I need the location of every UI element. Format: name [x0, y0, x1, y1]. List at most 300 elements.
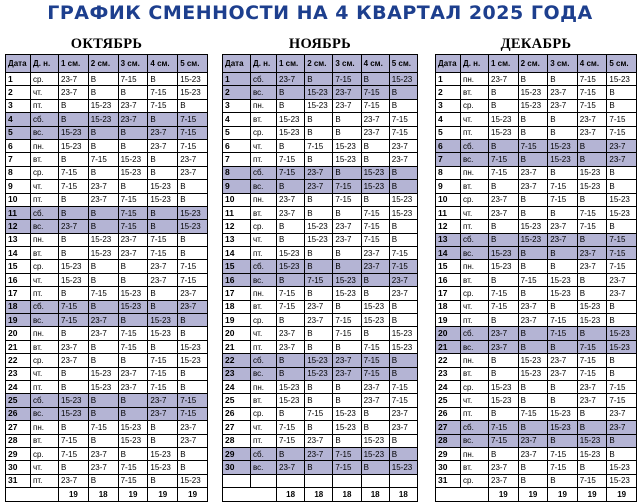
shift-cell: В — [548, 73, 578, 86]
shift-cell: 15-23 — [548, 153, 578, 166]
shift-cell: В — [277, 354, 305, 367]
shift-cell: 7-15 — [118, 461, 148, 474]
shift-cell: В — [88, 407, 118, 420]
weekday-cell: вс. — [251, 180, 277, 193]
date-cell: 15 — [436, 260, 461, 273]
shift-cell: 15-23 — [607, 461, 637, 474]
shift-cell: В — [548, 126, 578, 139]
weekday-cell: чт. — [31, 367, 59, 380]
shift-cell: В — [489, 354, 519, 367]
shift-cell: 7-15 — [333, 314, 361, 327]
shift-cell: В — [277, 314, 305, 327]
weekday-cell: пн. — [461, 73, 489, 86]
shift-cell: В — [607, 447, 637, 460]
shift-cell: В — [178, 447, 208, 460]
shift-cell: 23-7 — [548, 367, 578, 380]
weekday-cell: вс. — [251, 273, 277, 286]
shift-cell: 15-23 — [548, 407, 578, 420]
table-row — [436, 206, 637, 219]
shift-cell: 7-15 — [59, 314, 89, 327]
shift-cell: В — [59, 421, 89, 434]
shift-cell: В — [518, 153, 548, 166]
shift-cell: 23-7 — [59, 340, 89, 353]
date-cell: 10 — [436, 193, 461, 206]
shift-cell: В — [178, 327, 208, 340]
weekday-cell: пн. — [461, 260, 489, 273]
shift-cell: 15-23 — [518, 233, 548, 246]
shift-cell: 23-7 — [118, 99, 148, 112]
shift-cell: В — [389, 180, 417, 193]
date-cell: 18 — [223, 300, 251, 313]
shift-cell: 15-23 — [118, 434, 148, 447]
shift-cell: В — [577, 407, 607, 420]
column-header: 5 см. — [178, 55, 208, 73]
column-header: 3 см. — [333, 55, 361, 73]
shift-cell: 15-23 — [178, 354, 208, 367]
table-row — [223, 153, 418, 166]
table-row — [6, 300, 208, 313]
shift-cell: В — [148, 206, 178, 219]
shift-cell: 7-15 — [148, 354, 178, 367]
shift-cell: 23-7 — [518, 180, 548, 193]
weekday-cell: ср. — [251, 126, 277, 139]
shift-cell: В — [389, 314, 417, 327]
shift-cell: В — [118, 273, 148, 286]
shift-cell: 23-7 — [118, 380, 148, 393]
table-row — [223, 126, 418, 139]
shift-cell: 7-15 — [607, 113, 637, 126]
shift-cell: В — [88, 220, 118, 233]
column-header: 2 см. — [518, 55, 548, 73]
totals-row — [6, 488, 208, 501]
date-cell: 15 — [223, 260, 251, 273]
shift-cell: 23-7 — [305, 434, 333, 447]
weekday-cell: вс. — [251, 367, 277, 380]
shift-cell: В — [333, 126, 361, 139]
shift-cell: 15-23 — [333, 139, 361, 152]
shift-cell: 7-15 — [361, 86, 389, 99]
shift-cell: 15-23 — [305, 220, 333, 233]
shift-cell: В — [305, 193, 333, 206]
shift-cell: 15-23 — [607, 340, 637, 353]
shift-cell: 23-7 — [305, 166, 333, 179]
shift-cell: В — [277, 86, 305, 99]
date-cell: 7 — [223, 153, 251, 166]
shift-cell: 23-7 — [548, 233, 578, 246]
shift-cell: 7-15 — [305, 139, 333, 152]
shift-cell: 7-15 — [361, 99, 389, 112]
weekday-cell: вт. — [461, 180, 489, 193]
shift-cell: 23-7 — [518, 314, 548, 327]
shift-cell: 7-15 — [88, 421, 118, 434]
date-cell: 1 — [436, 73, 461, 86]
shift-cell: В — [59, 380, 89, 393]
date-cell: 10 — [6, 193, 31, 206]
weekday-cell: сб. — [31, 113, 59, 126]
table-row — [223, 327, 418, 340]
table-row — [223, 434, 418, 447]
table-row — [436, 99, 637, 112]
table-row — [223, 193, 418, 206]
shift-cell: 23-7 — [548, 220, 578, 233]
shift-cell: 7-15 — [361, 206, 389, 219]
shift-cell: 7-15 — [148, 86, 178, 99]
shift-cell: В — [389, 367, 417, 380]
shift-cell: В — [305, 206, 333, 219]
shift-cell: 15-23 — [361, 300, 389, 313]
weekday-cell: вс. — [31, 407, 59, 420]
shift-cell: 7-15 — [333, 73, 361, 86]
table-row — [436, 314, 637, 327]
shift-cell: 15-23 — [518, 99, 548, 112]
weekday-cell: пт. — [251, 340, 277, 353]
column-header: 5 см. — [389, 55, 417, 73]
shift-cell: 15-23 — [59, 273, 89, 286]
weekday-cell: вс. — [461, 153, 489, 166]
table-row — [436, 220, 637, 233]
shift-cell: В — [607, 99, 637, 112]
shift-cell: 15-23 — [59, 394, 89, 407]
weekday-cell: вт. — [461, 86, 489, 99]
shift-cell: 7-15 — [178, 394, 208, 407]
table-row — [6, 340, 208, 353]
shift-cell: 23-7 — [333, 367, 361, 380]
date-cell: 4 — [436, 113, 461, 126]
shift-cell: 23-7 — [389, 153, 417, 166]
table-row — [223, 287, 418, 300]
total-days-cell: 19 — [178, 488, 208, 501]
table-row — [223, 260, 418, 273]
weekday-cell: ср. — [461, 287, 489, 300]
weekday-cell: сб. — [31, 300, 59, 313]
shift-cell — [361, 474, 389, 487]
weekday-cell: чт. — [251, 139, 277, 152]
shift-cell: 15-23 — [305, 367, 333, 380]
shift-cell: 7-15 — [489, 166, 519, 179]
table-row — [436, 434, 637, 447]
shift-cell: В — [59, 327, 89, 340]
shift-cell: 23-7 — [548, 86, 578, 99]
date-cell: 9 — [223, 180, 251, 193]
weekday-cell: вс. — [461, 247, 489, 260]
shift-cell: 7-15 — [59, 180, 89, 193]
shift-cell: В — [548, 394, 578, 407]
shift-cell: 23-7 — [518, 434, 548, 447]
weekday-cell: сб. — [251, 354, 277, 367]
shift-cell: 23-7 — [118, 233, 148, 246]
shift-cell: 7-15 — [305, 407, 333, 420]
shift-cell: 15-23 — [59, 260, 89, 273]
shift-cell: 7-15 — [577, 86, 607, 99]
date-cell: 9 — [436, 180, 461, 193]
shift-cell: 23-7 — [178, 166, 208, 179]
weekday-cell: сб. — [461, 233, 489, 246]
date-cell: 14 — [223, 247, 251, 260]
shift-cell: 15-23 — [577, 166, 607, 179]
shift-cell: 7-15 — [59, 447, 89, 460]
shift-cell: В — [389, 86, 417, 99]
shift-cell: 15-23 — [489, 380, 519, 393]
shift-cell: 23-7 — [305, 180, 333, 193]
column-header: 2 см. — [88, 55, 118, 73]
date-cell: 19 — [436, 314, 461, 327]
shift-cell: В — [361, 139, 389, 152]
shift-cell: В — [88, 73, 118, 86]
shift-cell: 7-15 — [59, 166, 89, 179]
shift-cell: 7-15 — [548, 180, 578, 193]
table-row — [436, 354, 637, 367]
shift-cell: 7-15 — [577, 99, 607, 112]
total-days-cell: 19 — [118, 488, 148, 501]
table-row — [436, 260, 637, 273]
shift-cell: 23-7 — [607, 421, 637, 434]
weekday-cell: чт. — [31, 461, 59, 474]
october-schedule-table — [5, 54, 208, 502]
shift-cell: 23-7 — [59, 73, 89, 86]
date-cell: 13 — [436, 233, 461, 246]
shift-cell: В — [59, 233, 89, 246]
shift-cell: 15-23 — [577, 434, 607, 447]
shift-cell: 15-23 — [489, 260, 519, 273]
date-cell: 26 — [436, 407, 461, 420]
shift-cell: 23-7 — [361, 113, 389, 126]
shift-cell: В — [148, 474, 178, 487]
shift-cell: 23-7 — [389, 273, 417, 286]
shift-cell: 7-15 — [361, 354, 389, 367]
shift-cell: 15-23 — [88, 99, 118, 112]
shift-cell: 7-15 — [577, 340, 607, 353]
shift-cell: В — [88, 340, 118, 353]
header-row — [223, 55, 418, 73]
shift-cell: 23-7 — [577, 260, 607, 273]
shift-cell: 15-23 — [148, 327, 178, 340]
shift-cell: 7-15 — [277, 300, 305, 313]
shift-cell: В — [389, 233, 417, 246]
date-cell: 18 — [6, 300, 31, 313]
shift-cell: 15-23 — [361, 434, 389, 447]
date-cell: 11 — [223, 206, 251, 219]
shift-cell: 15-23 — [389, 193, 417, 206]
column-header: Д. н. — [251, 55, 277, 73]
shift-cell: 15-23 — [305, 99, 333, 112]
shift-cell: 23-7 — [389, 407, 417, 420]
shift-cell: В — [607, 434, 637, 447]
date-cell: 18 — [436, 300, 461, 313]
date-cell: 10 — [223, 193, 251, 206]
shift-cell: В — [305, 73, 333, 86]
shift-cell: 15-23 — [148, 447, 178, 460]
shift-cell: В — [148, 421, 178, 434]
shift-cell: 7-15 — [389, 380, 417, 393]
shift-cell: 23-7 — [148, 407, 178, 420]
date-cell: 19 — [223, 314, 251, 327]
table-row — [6, 421, 208, 434]
table-row — [436, 180, 637, 193]
total-days-cell: 19 — [489, 488, 519, 501]
shift-cell: 23-7 — [88, 314, 118, 327]
shift-cell: В — [518, 287, 548, 300]
shift-cell: 7-15 — [59, 434, 89, 447]
shift-cell: В — [548, 434, 578, 447]
shift-cell: В — [361, 327, 389, 340]
shift-cell: В — [277, 233, 305, 246]
shift-cell: 7-15 — [518, 407, 548, 420]
shift-cell: 15-23 — [88, 247, 118, 260]
shift-cell: 15-23 — [333, 407, 361, 420]
shift-cell: В — [148, 434, 178, 447]
shift-cell: 7-15 — [305, 273, 333, 286]
shift-cell: В — [118, 126, 148, 139]
shift-cell: 15-23 — [389, 327, 417, 340]
shift-cell: 15-23 — [361, 447, 389, 460]
shift-cell: 15-23 — [577, 300, 607, 313]
table-row — [436, 113, 637, 126]
table-row — [223, 300, 418, 313]
weekday-cell: ср. — [31, 260, 59, 273]
shift-cell: 7-15 — [277, 153, 305, 166]
month-title-december: ДЕКАБРЬ — [500, 36, 572, 52]
shift-cell: 15-23 — [607, 193, 637, 206]
shift-cell: В — [88, 273, 118, 286]
weekday-cell: сб. — [251, 73, 277, 86]
date-cell: 14 — [6, 247, 31, 260]
shift-cell: В — [607, 354, 637, 367]
date-cell: 31 — [436, 474, 461, 487]
date-cell: 29 — [6, 447, 31, 460]
shift-cell: 7-15 — [389, 113, 417, 126]
date-cell: 20 — [223, 327, 251, 340]
date-cell: 16 — [6, 273, 31, 286]
shift-cell: 23-7 — [361, 394, 389, 407]
shift-cell: В — [88, 300, 118, 313]
shift-cell: 15-23 — [518, 86, 548, 99]
table-row — [6, 354, 208, 367]
shift-cell: В — [305, 380, 333, 393]
weekday-cell: вт. — [251, 113, 277, 126]
date-cell — [223, 474, 251, 487]
date-cell: 8 — [436, 166, 461, 179]
shift-cell: 23-7 — [59, 474, 89, 487]
weekday-cell: чт. — [31, 273, 59, 286]
table-row — [6, 153, 208, 166]
weekday-cell: вс. — [31, 220, 59, 233]
shift-cell: В — [607, 180, 637, 193]
shift-cell: 15-23 — [361, 166, 389, 179]
weekday-cell: ср. — [31, 447, 59, 460]
date-cell: 22 — [6, 354, 31, 367]
shift-cell: В — [361, 287, 389, 300]
weekday-cell: пт. — [461, 314, 489, 327]
table-row — [6, 407, 208, 420]
shift-cell: 15-23 — [88, 380, 118, 393]
shift-cell: 7-15 — [607, 233, 637, 246]
shift-cell: В — [489, 447, 519, 460]
shift-cell: 15-23 — [548, 273, 578, 286]
shift-cell: 23-7 — [333, 99, 361, 112]
shift-cell: 7-15 — [548, 327, 578, 340]
shift-cell: В — [305, 327, 333, 340]
shift-cell: В — [518, 380, 548, 393]
shift-cell: 23-7 — [148, 273, 178, 286]
date-cell: 26 — [223, 407, 251, 420]
table-row — [223, 233, 418, 246]
table-row — [6, 99, 208, 112]
shift-cell: В — [361, 73, 389, 86]
table-row — [436, 327, 637, 340]
shift-cell: В — [577, 287, 607, 300]
date-cell: 13 — [223, 233, 251, 246]
weekday-cell: чт. — [31, 86, 59, 99]
shift-cell: В — [577, 273, 607, 286]
shift-cell: 7-15 — [489, 153, 519, 166]
shift-cell: В — [88, 394, 118, 407]
table-row — [223, 180, 418, 193]
total-days-cell: 19 — [548, 488, 578, 501]
shift-cell: В — [389, 434, 417, 447]
totals-row — [436, 488, 637, 501]
shift-cell: 23-7 — [88, 327, 118, 340]
total-days-cell: 19 — [148, 488, 178, 501]
shift-cell: В — [577, 193, 607, 206]
shift-cell: 15-23 — [607, 73, 637, 86]
shift-cell: В — [518, 113, 548, 126]
shift-cell — [389, 474, 417, 487]
weekday-cell: вс. — [461, 434, 489, 447]
shift-cell: 7-15 — [577, 367, 607, 380]
weekday-cell: пт. — [251, 434, 277, 447]
shift-cell: 7-15 — [178, 407, 208, 420]
weekday-cell: сб. — [461, 327, 489, 340]
shift-cell: 7-15 — [389, 394, 417, 407]
shift-cell: В — [305, 260, 333, 273]
date-cell: 7 — [6, 153, 31, 166]
shift-cell: 15-23 — [577, 447, 607, 460]
shift-cell: 7-15 — [88, 287, 118, 300]
shift-cell: 7-15 — [59, 300, 89, 313]
table-row — [223, 247, 418, 260]
weekday-cell: ср. — [461, 99, 489, 112]
shift-cell: В — [548, 206, 578, 219]
shift-cell: В — [333, 113, 361, 126]
shift-cell: 15-23 — [178, 220, 208, 233]
shift-cell: В — [88, 166, 118, 179]
date-cell: 8 — [6, 166, 31, 179]
shift-cell: В — [548, 340, 578, 353]
shift-cell: В — [88, 260, 118, 273]
shift-cell: В — [361, 193, 389, 206]
shift-cell: 7-15 — [548, 193, 578, 206]
shift-cell: В — [118, 180, 148, 193]
weekday-cell: пт. — [31, 193, 59, 206]
shift-cell: 15-23 — [277, 380, 305, 393]
shift-cell: 15-23 — [88, 367, 118, 380]
shift-cell: 23-7 — [361, 380, 389, 393]
table-row — [223, 314, 418, 327]
shift-cell: В — [518, 73, 548, 86]
shift-cell: В — [548, 247, 578, 260]
shift-cell: 7-15 — [277, 421, 305, 434]
shift-cell: В — [118, 314, 148, 327]
column-header: 1 см. — [277, 55, 305, 73]
shift-cell: 23-7 — [88, 461, 118, 474]
shift-cell: В — [148, 340, 178, 353]
date-cell: 4 — [6, 113, 31, 126]
date-cell: 5 — [436, 126, 461, 139]
weekday-cell: вс. — [251, 461, 277, 474]
shift-cell: В — [577, 233, 607, 246]
table-row — [223, 461, 418, 474]
column-header: 1 см. — [489, 55, 519, 73]
